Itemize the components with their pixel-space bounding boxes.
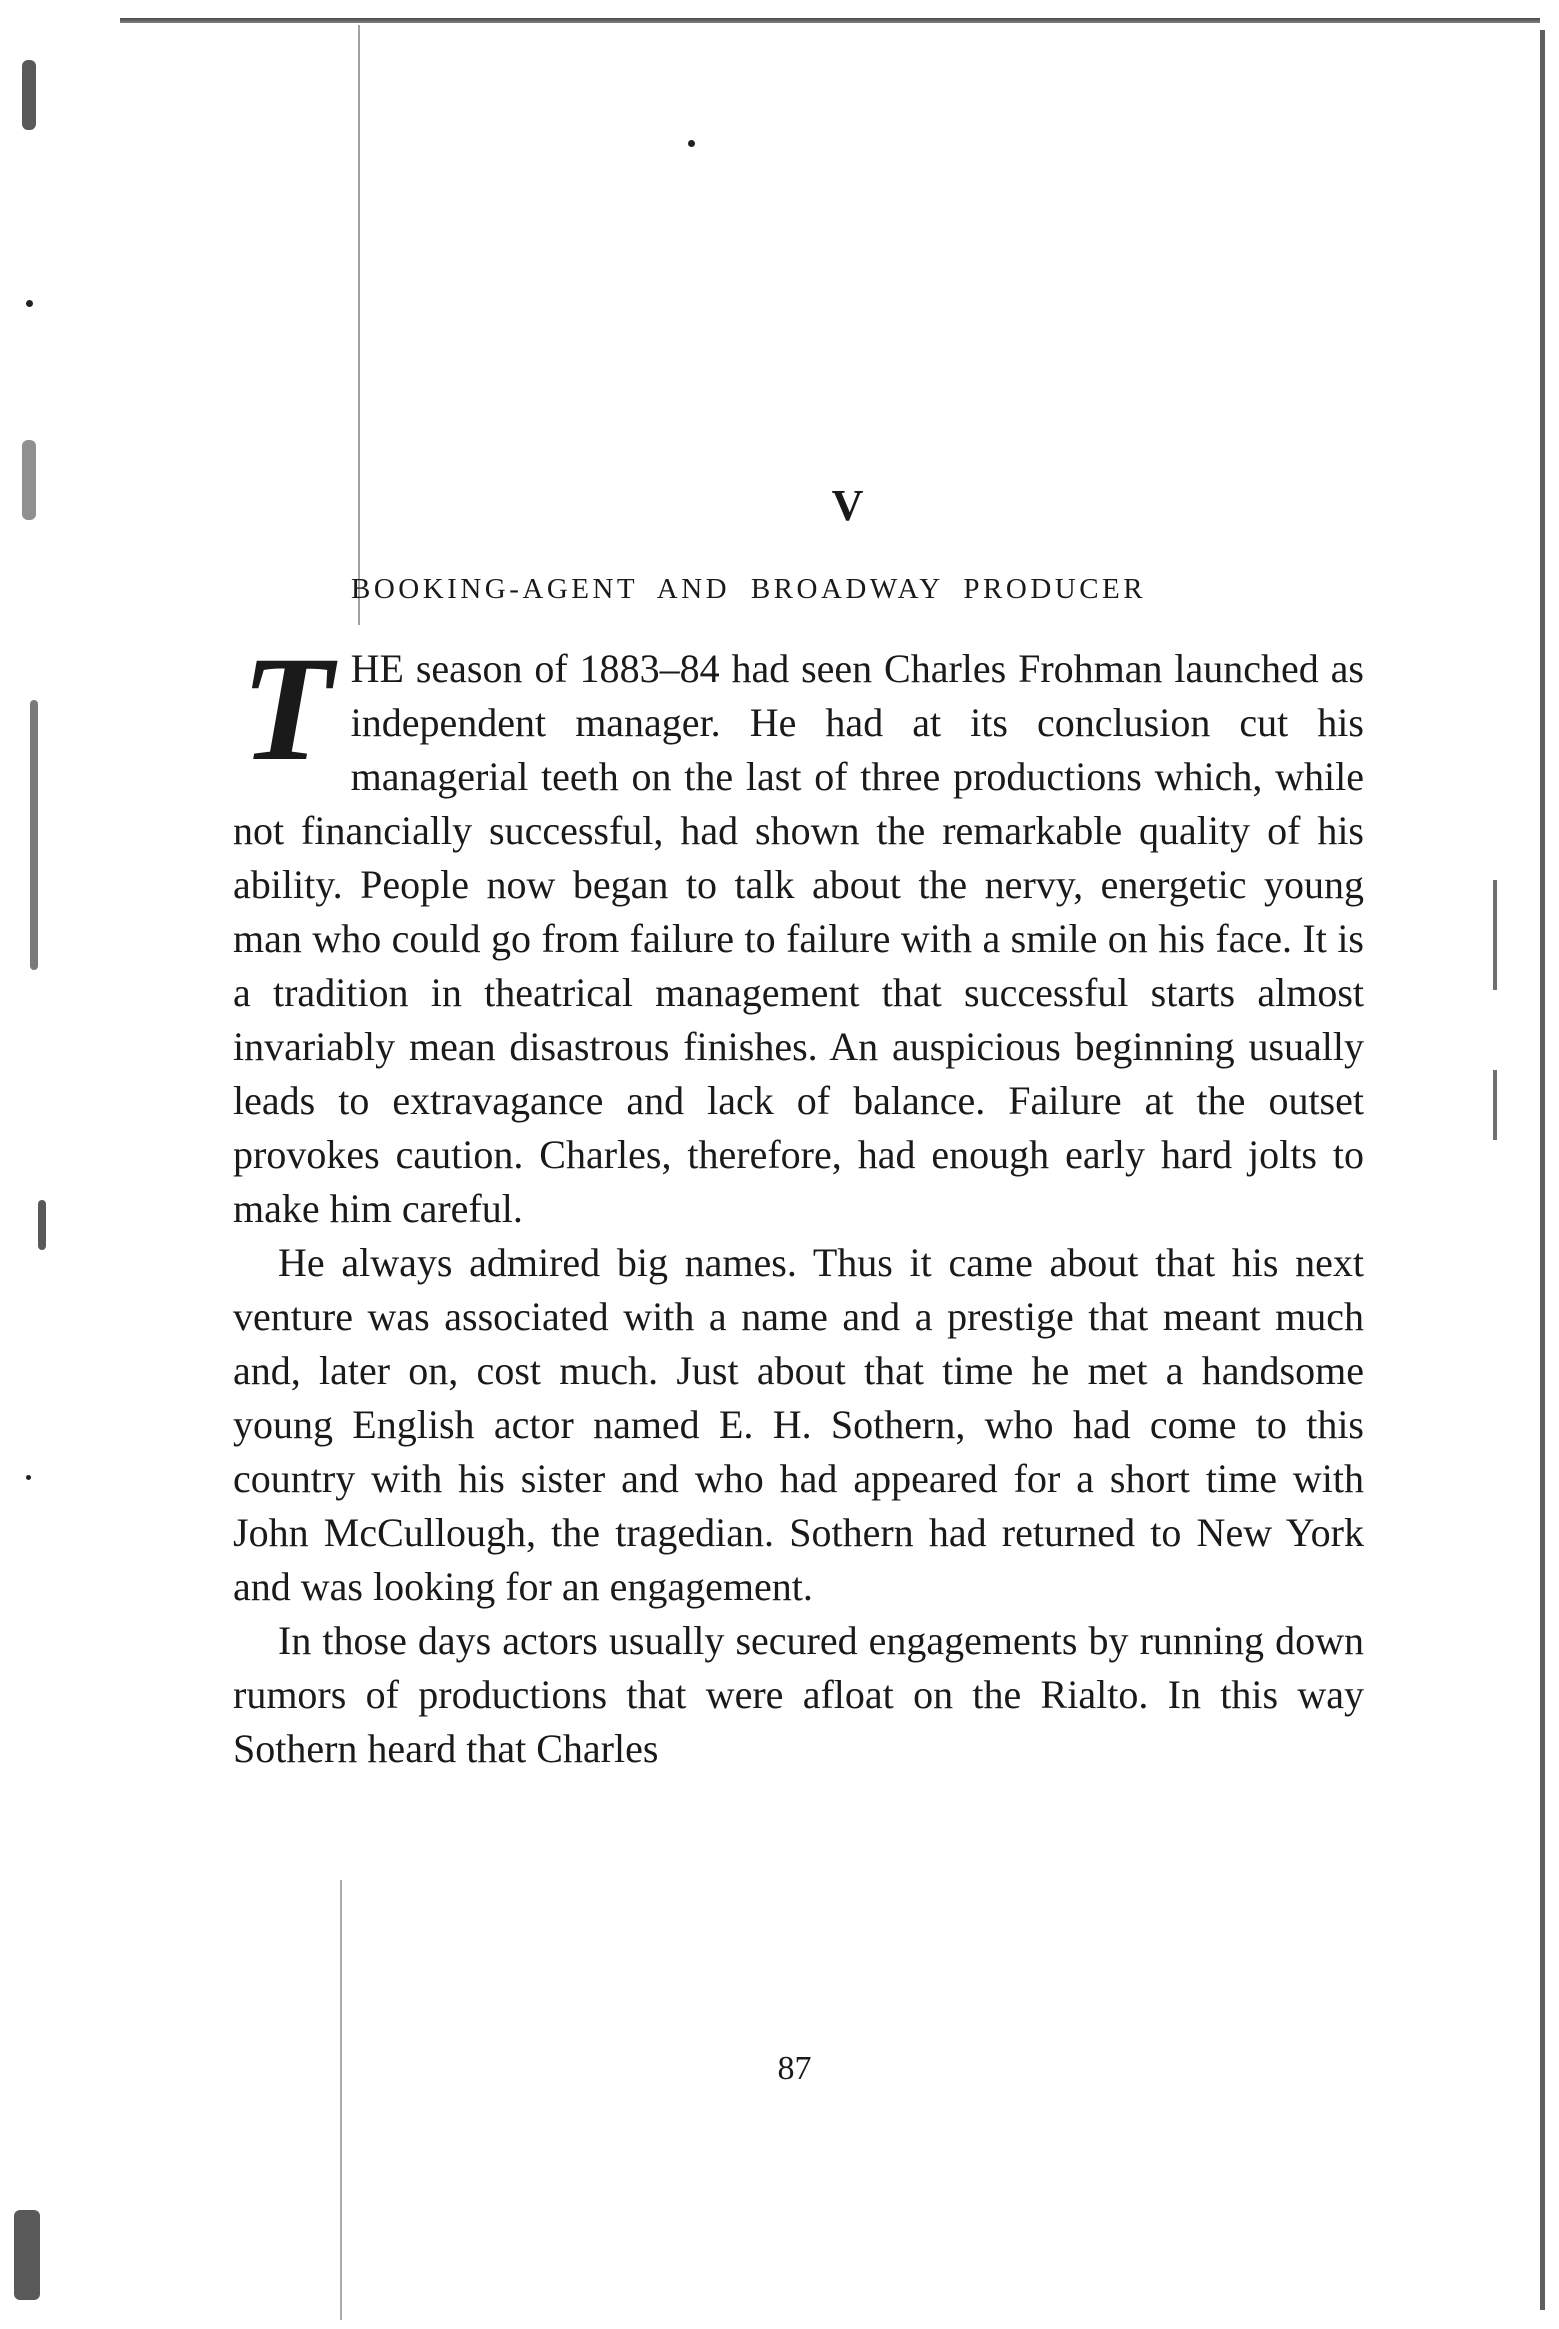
scan-top-edge — [120, 18, 1540, 23]
margin-blot — [30, 700, 38, 970]
margin-blot — [14, 2210, 40, 2300]
scan-fold-line-lower — [340, 1880, 342, 2320]
scan-right-bar — [1493, 880, 1497, 990]
scan-speck — [688, 140, 695, 147]
scan-right-edge — [1540, 30, 1545, 2310]
paragraph — [233, 626, 1364, 1236]
chapter-title: BOOKING-AGENT AND BROADWAY PRODUCER — [351, 573, 1147, 605]
paragraph-text: HE season of 1883–84 had seen Charles Frohman launched as independent manager. He had at its conclusion cut his managerial teeth on the last of three productions which, while not financially successful, had shown the remarkable quality of his ability. People now began to talk about the nervy, energetic young man who could go from failure to failure with a smile on his face. It is a tradition in theatrical management that successful starts almost invariably mean disastrous finishes. An auspicious beginning usually leads to extravagance and lack of balance. Failure at the outset provokes caution. Charles, therefore, had enough early hard jolts to make him careful. — [233, 646, 1364, 1231]
page-content — [233, 480, 1364, 1776]
scan-right-bar — [1493, 1070, 1497, 1140]
page-number: 87 — [777, 2050, 812, 2087]
paragraph: In those days actors usually secured engagements by running down rumors of productions that were afloat on the Rialto. In this way Sothern heard that Charles — [233, 1618, 1364, 1771]
scan-speck — [26, 1475, 31, 1480]
chapter-body — [233, 626, 1364, 1776]
paragraph: He always admired big names. Thus it came about that his next venture was associated with a name and a prestige that meant much and, later on, cost much. Just about that time he met a handsome young English actor named E. H. Sothern, who had come to this country with his sister and who had appeared for a short time with John McCullough, the tragedian. Sothern had returned to New York and was looking for an engagement. — [233, 1240, 1364, 1609]
drop-cap: T — [241, 626, 333, 792]
chapter-number: V — [831, 481, 866, 530]
margin-blot — [38, 1200, 46, 1250]
margin-blot — [22, 440, 36, 520]
margin-blot — [22, 60, 36, 130]
scan-speck — [26, 300, 33, 307]
